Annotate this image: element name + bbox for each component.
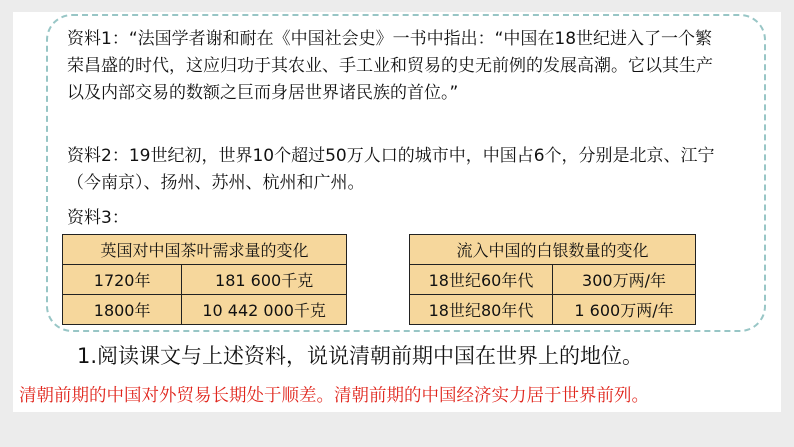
tea-demand-table: [62, 234, 347, 325]
table-cell-year: 1720年: [63, 265, 182, 295]
table-cell-amount: 10 442 000千克: [182, 295, 347, 325]
question-text: 1.阅读课文与上述资料，说说清朝前期中国在世界上的地位。: [77, 344, 644, 368]
table-cell-period: 18世纪60年代: [410, 265, 553, 295]
table-cell-amount: 300万两/年: [553, 265, 696, 295]
table-row: [63, 295, 347, 325]
table-row: [63, 265, 347, 295]
slide: [13, 12, 781, 412]
answer-text: 清朝前期的中国对外贸易长期处于顺差。清朝前期的中国经济实力居于世界前列。: [19, 386, 649, 406]
silver-table-title: 流入中国的白银数量的变化: [410, 235, 696, 265]
table-cell-amount: 181 600千克: [182, 265, 347, 295]
table-cell-period: 18世纪80年代: [410, 295, 553, 325]
table-cell-amount: 1 600万两/年: [553, 295, 696, 325]
silver-inflow-table: [409, 234, 696, 325]
table-cell-year: 1800年: [63, 295, 182, 325]
table-row: [410, 265, 696, 295]
table-row: [410, 295, 696, 325]
material-3-label: 资料3：: [67, 208, 129, 228]
tea-table-title: 英国对中国茶叶需求量的变化: [63, 235, 347, 265]
material-1-text: 资料1：“法国学者谢和耐在《中国社会史》一书中指出：“中国在18世纪进入了一个繁荣昌盛的时代，这应归功于其农业、手工业和贸易的史无前例的发展高潮。它以其生产以及内部交易的数额之巨而身居世界诸民族的首位。”: [67, 29, 713, 103]
material-2-text: 资料2：19世纪初，世界10个超过50万人口的城市中，中国占6个，分别是北京、江宁（今南京）、扬州、苏州、杭州和广州。: [67, 146, 715, 193]
